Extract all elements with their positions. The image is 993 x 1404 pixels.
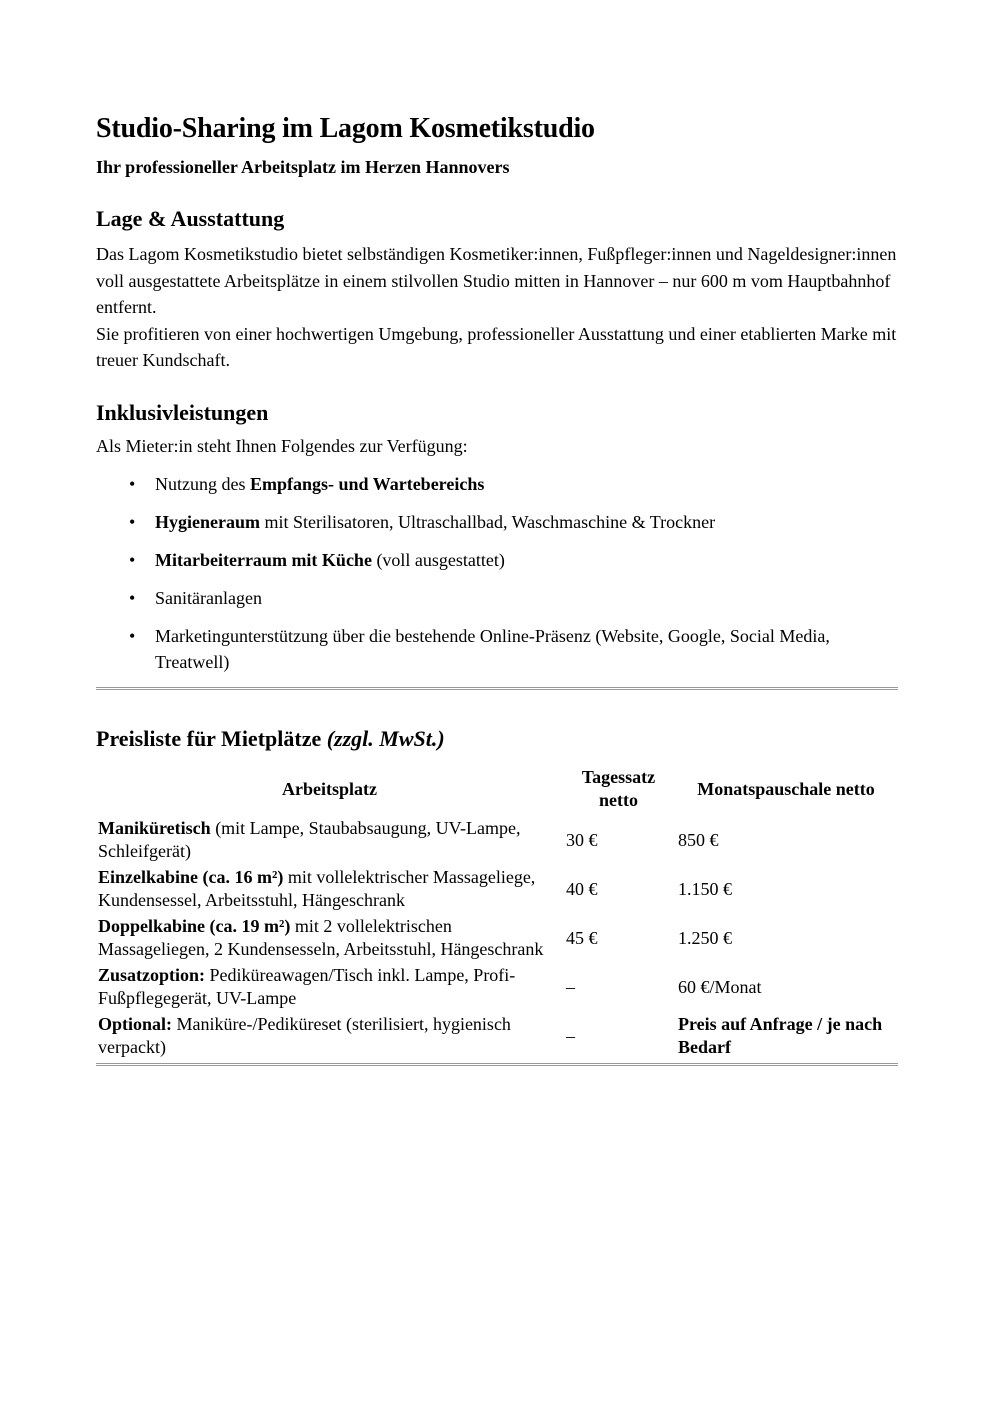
list-item-text: Marketingunterstützung über die bestehende Online-Präsenz (Website, Google, Social Media, Treatwell) xyxy=(155,626,830,672)
cell-arbeitsplatz xyxy=(96,1012,563,1061)
bullet-icon: • xyxy=(129,550,136,570)
column-header-tagessatz xyxy=(563,762,674,816)
list-item-text: mit Sterilisatoren, Ultraschallbad, Waschmaschine & Trockner xyxy=(260,512,716,532)
price-table xyxy=(96,762,898,1061)
cell-arbeitsplatz-desc: Pediküreawagen/Tisch inkl. Lampe, Profi-Fußpflegegerät, UV-Lampe xyxy=(98,965,516,1008)
cell-monat xyxy=(674,1012,898,1061)
column-header-tagessatz-line2: netto xyxy=(599,790,638,810)
cell-arbeitsplatz-desc: mit vollelektrischer Massageliege, Kundensessel, Arbeitsstuhl, Hängeschrank xyxy=(98,867,536,910)
section-heading-lage: Lage & Ausstattung xyxy=(96,206,285,231)
list-item xyxy=(96,547,898,573)
cell-monat: 60 €/Monat xyxy=(678,976,762,997)
table-bottom-divider xyxy=(96,1063,898,1066)
cell-arbeitsplatz-desc: (mit Lampe, Staubabsaugung, UV-Lampe, Schleifgerät) xyxy=(98,818,521,861)
list-item xyxy=(96,509,898,535)
cell-tagessatz: 45 € xyxy=(566,927,598,948)
cell-monat: 1.150 € xyxy=(678,878,732,899)
cell-tagessatz: – xyxy=(566,976,575,997)
list-item-text: Sanitäranlagen xyxy=(155,588,262,608)
list-item xyxy=(96,585,898,611)
list-item-bold: Mitarbeiterraum mit Küche xyxy=(155,550,372,570)
column-header-arbeitsplatz: Arbeitsplatz xyxy=(282,778,377,799)
table-row xyxy=(96,914,898,963)
preisliste-heading-text: Preisliste für Mietplätze xyxy=(96,726,327,751)
list-item xyxy=(96,471,898,497)
cell-tagessatz: 30 € xyxy=(566,829,598,850)
lage-paragraph-2: Sie profitieren von einer hochwertigen Umgebung, professioneller Ausstattung und einer etablierten Marke mit treuer Kundschaft. xyxy=(96,323,897,370)
cell-arbeitsplatz-bold: Doppelkabine (ca. 19 m²) xyxy=(98,916,291,936)
table-header-row xyxy=(96,762,898,816)
bullet-icon: • xyxy=(129,474,136,494)
bullet-icon: • xyxy=(129,626,136,646)
cell-tagessatz: 40 € xyxy=(566,878,598,899)
horizontal-divider xyxy=(96,687,898,690)
page-title: Studio-Sharing im Lagom Kosmetikstudio xyxy=(96,113,595,144)
section-heading-preisliste xyxy=(96,724,898,754)
lage-paragraph-1: Das Lagom Kosmetikstudio bietet selbständigen Kosmetiker:innen, Fußpfleger:innen und Nageldesigner:innen voll ausgestattete Arbeitsplätze in einem stilvollen Studio mitten in Hannover – nur 600 m vom Hauptbahnhof entfernt. xyxy=(96,244,897,317)
column-header-tagessatz-line1: Tagessatz xyxy=(581,767,656,787)
table-row xyxy=(96,963,898,1012)
list-item-bold: Hygieneraum xyxy=(155,512,260,532)
cell-arbeitsplatz-bold: Maniküretisch xyxy=(98,818,211,838)
table-row xyxy=(96,816,898,865)
page-subtitle: Ihr professioneller Arbeitsplatz im Herzen Hannovers xyxy=(96,157,510,177)
inklusiv-list xyxy=(96,471,898,675)
cell-arbeitsplatz xyxy=(96,816,563,865)
table-row xyxy=(96,865,898,914)
cell-monat: 850 € xyxy=(678,829,719,850)
bullet-icon: • xyxy=(129,588,136,608)
cell-arbeitsplatz-desc: Maniküre-/Pediküreset (sterilisiert, hygienisch verpackt) xyxy=(98,1014,511,1057)
cell-arbeitsplatz-bold: Zusatzoption: xyxy=(98,965,206,985)
list-item-text: (voll ausgestattet) xyxy=(371,550,505,570)
cell-arbeitsplatz xyxy=(96,963,563,1012)
cell-tagessatz: – xyxy=(566,1025,575,1046)
list-item-bold: Empfangs- und Wartebereichs xyxy=(249,474,485,494)
cell-monat: 1.250 € xyxy=(678,927,732,948)
cell-arbeitsplatz xyxy=(96,865,563,914)
column-header-monat: Monatspauschale netto xyxy=(697,778,875,799)
bullet-icon: • xyxy=(129,512,136,532)
section-heading-inklusiv: Inklusivleistungen xyxy=(96,399,269,425)
cell-arbeitsplatz-bold: Optional: xyxy=(98,1014,173,1034)
cell-arbeitsplatz-desc: mit 2 vollelektrischen Massageliegen, 2 Kundensesseln, Arbeitsstuhl, Hängeschrank xyxy=(98,916,544,959)
cell-arbeitsplatz-bold: Einzelkabine (ca. 16 m²) xyxy=(98,867,284,887)
document-page xyxy=(96,110,898,1066)
list-item-text: Nutzung des xyxy=(155,474,250,494)
cell-monat-bold: Preis auf Anfrage / je nach Bedarf xyxy=(678,1014,883,1057)
table-row xyxy=(96,1012,898,1061)
preisliste-heading-note: (zzgl. MwSt.) xyxy=(326,726,445,751)
list-item xyxy=(96,623,898,675)
inklusiv-intro: Als Mieter:in steht Ihnen Folgendes zur Verfügung: xyxy=(96,435,468,456)
cell-arbeitsplatz xyxy=(96,914,563,963)
